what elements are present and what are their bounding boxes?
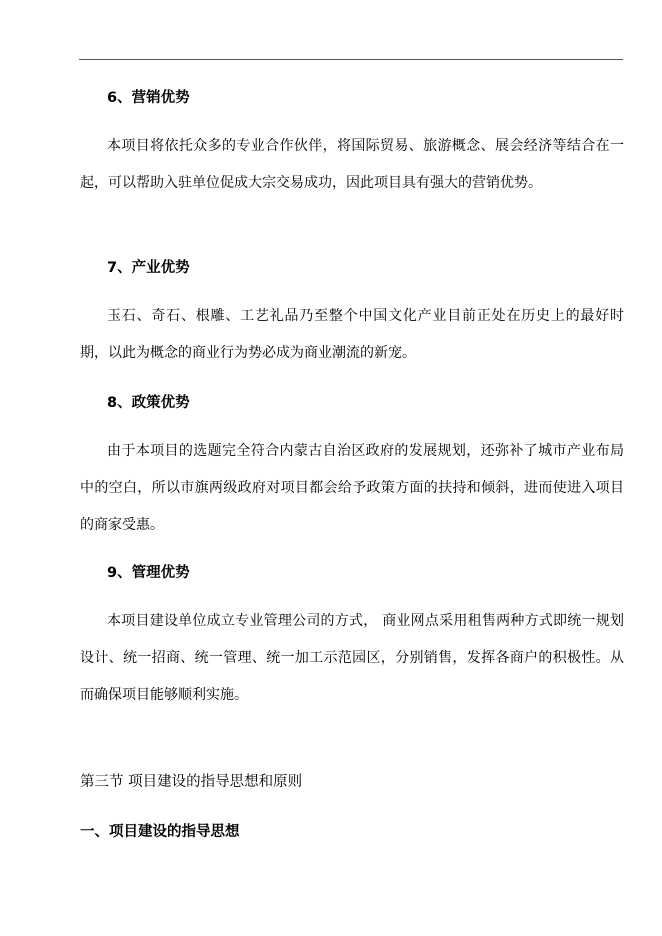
header-rule	[79, 59, 623, 60]
heading-industry-advantage: 7、产业优势	[107, 260, 190, 276]
heading-policy-advantage: 8、政策优势	[107, 395, 190, 411]
heading-marketing-advantage: 6、营销优势	[107, 90, 190, 106]
paragraph-marketing-advantage: 本项目将依托众多的专业合作伙伴，将国际贸易、旅游概念、展会经济等结合在一起，可以帮助入驻单位促成大宗交易成功，因此项目具有强大的营销优势。	[80, 138, 624, 191]
subsection-title: 一、项目建设的指导思想	[80, 824, 240, 840]
heading-management-advantage: 9、管理优势	[107, 565, 190, 581]
paragraph-industry-advantage: 玉石、奇石、根雕、工艺礼品乃至整个中国文化产业目前正处在历史上的最好时期，以此为概念的商业行为势必成为商业潮流的新宠。	[80, 308, 624, 361]
paragraph-management-advantage: 本项目建设单位成立专业管理公司的方式， 商业网点采用租售两种方式即统一规划设计、统一招商、统一管理、统一加工示范园区，分别销售，发挥各商户的积极性。从而确保项目能够顺利实施。	[80, 613, 624, 703]
paragraph-policy-advantage: 由于本项目的选题完全符合内蒙古自治区政府的发展规划，还弥补了城市产业布局中的空白，所以市旗两级政府对项目都会给予政策方面的扶持和倾斜，进而使进入项目的商家受惠。	[80, 443, 624, 533]
section-title: 第三节 项目建设的指导思想和原则	[80, 774, 303, 790]
